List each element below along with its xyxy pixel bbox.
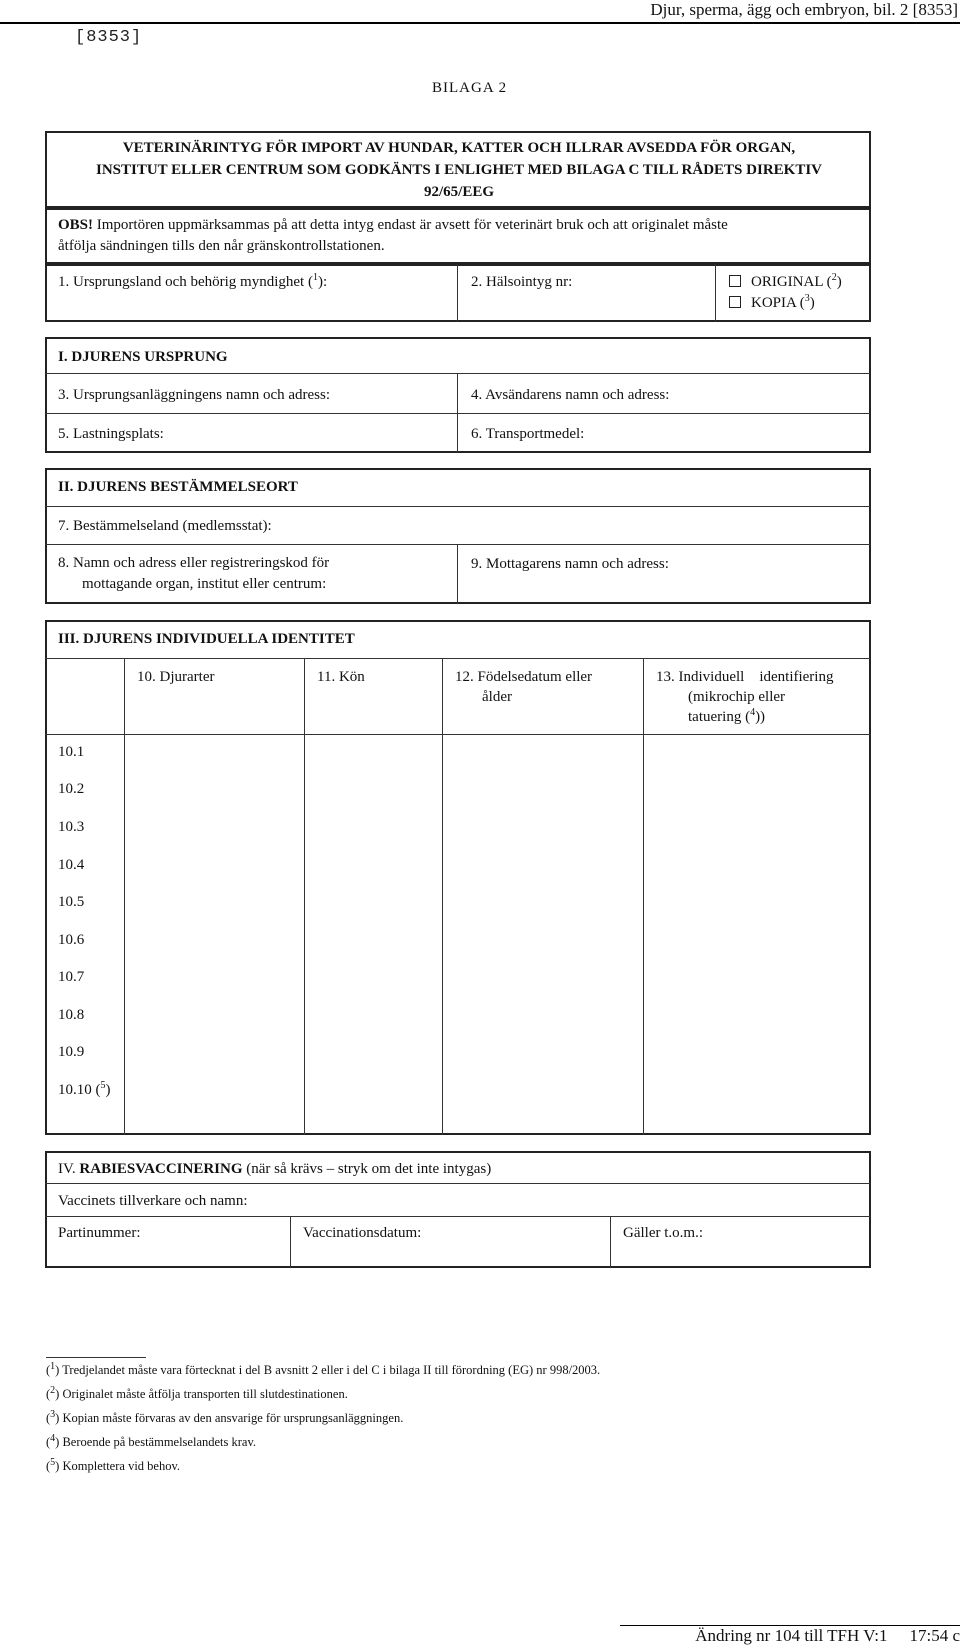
column-12-header-line-2: ålder [482, 689, 512, 705]
divider [304, 658, 305, 1135]
print-time: 17:54 c [909, 1626, 960, 1645]
divider [457, 544, 458, 604]
section-2-heading: II. DJURENS BESTÄMMELSEORT [58, 479, 298, 495]
row-label: 10.1 [58, 744, 85, 760]
divider [442, 658, 443, 1135]
row-label: 10.9 [58, 1044, 85, 1060]
row-label: 10.6 [58, 932, 85, 948]
form-title-line-2: INSTITUT ELLER CENTRUM SOM GODKÄNTS I ENLIGHET MED BILAGA C TILL RÅDETS DIREKTIV [95, 162, 822, 178]
obs-notice-line-2: åtfölja sändningen tills den når gränskontrollstationen. [58, 238, 385, 254]
divider [45, 413, 871, 414]
divider [45, 373, 871, 374]
row-label: 10.4 [58, 857, 85, 873]
obs-label: OBS! [58, 217, 94, 233]
row-label: 10.2 [58, 781, 85, 797]
divider [45, 1183, 871, 1184]
page-reference: [8353] [75, 28, 143, 47]
obs-notice-line-1 [58, 215, 728, 235]
original-checkbox[interactable] [729, 275, 741, 287]
batch-number-label: Partinummer: [58, 1225, 141, 1241]
annex-label: BILAGA 2 [432, 80, 508, 96]
divider [457, 373, 458, 453]
running-footer [695, 1626, 960, 1646]
obs-text: Importören uppmärksammas på att detta intyg endast är avsett för veterinärt bruk och att originalet måste [93, 217, 728, 233]
divider [45, 1216, 871, 1217]
row-label: 10.3 [58, 819, 85, 835]
column-13-header-line-2: (mikrochip eller [688, 689, 786, 705]
field-9-label: 9. Mottagarens namn och adress: [471, 556, 669, 572]
form-title-line-1: VETERINÄRINTYG FÖR IMPORT AV HUNDAR, KATTER OCH ILLRAR AVSEDDA FÖR ORGAN, [122, 140, 796, 156]
field-1-label: 1. Ursprungsland och behörig myndighet ($^1$): [58, 272, 328, 290]
field-2-label: 2. Hälsointyg nr: [471, 274, 573, 290]
field-8-label-line-1: 8. Namn och adress eller registreringskod för [58, 555, 330, 571]
section-4-heading: IV. RABIESVACCINERING (när så krävs – stryk om det inte intygas) [58, 1161, 492, 1177]
divider [45, 506, 871, 507]
field-6-label: 6. Transportmedel: [471, 426, 585, 442]
divider [715, 264, 716, 322]
footnote: ($^3$) Kopian måste förvaras av den ansvarige för ursprungsanläggningen. [46, 1408, 404, 1425]
divider [45, 658, 871, 659]
field-5-label: 5. Lastningsplats: [58, 426, 164, 442]
row-label: 10.10 ($^5$) [58, 1080, 111, 1098]
footnote: ($^2$) Originalet måste åtfölja transporten till slutdestinationen. [46, 1384, 348, 1401]
divider [290, 1216, 291, 1268]
divider [457, 264, 458, 322]
form-title-line-3: 92/65/EEG [423, 184, 494, 200]
original-checkbox-row[interactable]: ORIGINAL ($^2$) [729, 272, 842, 292]
copy-checkbox[interactable] [729, 296, 741, 308]
amendment-note: Ändring nr 104 till TFH V:1 [695, 1626, 888, 1645]
field-3-label: 3. Ursprungsanläggningens namn och adress: [58, 387, 331, 403]
divider [610, 1216, 611, 1268]
divider [643, 658, 644, 1135]
field-8-label-line-2: mottagande organ, institut eller centrum: [82, 576, 327, 592]
column-12-header-line-1: 12. Födelsedatum eller [455, 669, 593, 685]
row-label: 10.8 [58, 1007, 85, 1023]
divider [45, 734, 871, 735]
footnote: ($^4$) Beroende på bestämmelselandets krav. [46, 1432, 257, 1449]
row-label: 10.7 [58, 969, 85, 985]
footnote-rule [46, 1357, 146, 1358]
divider [124, 658, 125, 1135]
section-3-heading: III. DJURENS INDIVIDUELLA IDENTITET [58, 631, 355, 647]
column-13-header-line-1: 13. Individuell identifiering [656, 669, 834, 685]
footnote: ($^5$) Komplettera vid behov. [46, 1456, 181, 1473]
footnote: ($^1$) Tredjelandet måste vara förtecknat i del B avsnitt 2 eller i del C i bilaga II till förordning (EG) nr 998/2003. [46, 1360, 601, 1377]
copy-checkbox-row[interactable]: KOPIA ($^3$) [729, 293, 815, 313]
section-1-heading: I. DJURENS URSPRUNG [58, 349, 228, 365]
column-10-header: 10. Djurarter [137, 669, 215, 685]
vaccine-maker-label: Vaccinets tillverkare och namn: [58, 1193, 248, 1209]
column-11-header: 11. Kön [317, 669, 365, 685]
divider [45, 544, 871, 545]
field-7-label: 7. Bestämmelseland (medlemsstat): [58, 518, 272, 534]
field-4-label: 4. Avsändarens namn och adress: [471, 387, 670, 403]
valid-until-label: Gäller t.o.m.: [623, 1225, 703, 1241]
vaccination-date-label: Vaccinationsdatum: [303, 1225, 422, 1241]
column-13-header-line-3: tatuering ($^4$)) [688, 707, 766, 725]
row-label: 10.5 [58, 894, 85, 910]
running-header: Djur, sperma, ägg och embryon, bil. 2 [8353] [650, 0, 958, 19]
